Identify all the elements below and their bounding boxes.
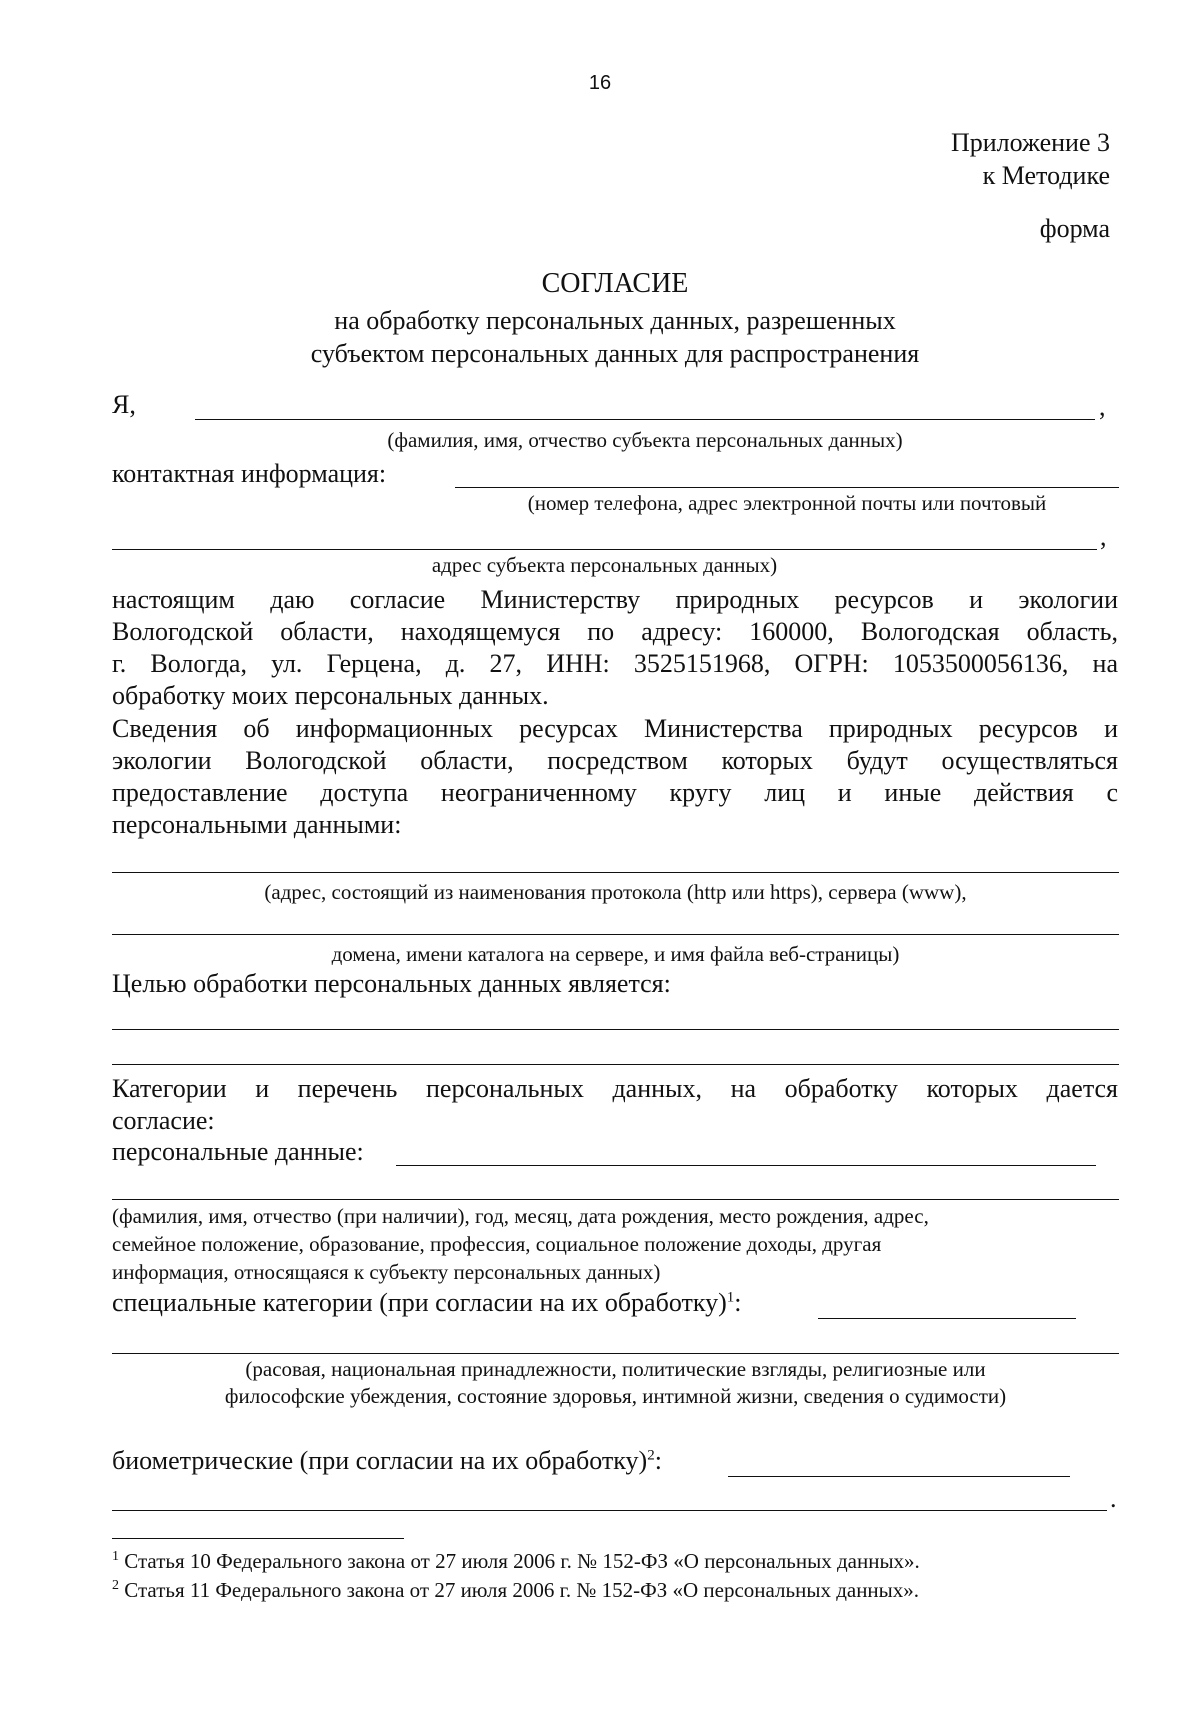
- resources-line-3: предоставление доступа неограниченному кругу лиц и иные действия с: [112, 778, 1118, 807]
- method-label: к Методике: [982, 161, 1110, 190]
- footnote-1: [112, 1549, 920, 1574]
- biometric-colon: :: [654, 1446, 662, 1475]
- i-label: Я,: [112, 390, 136, 419]
- biometric-text: биометрические (при согласии на их обработку): [112, 1446, 648, 1475]
- footnote-2: [112, 1578, 919, 1603]
- categories-line-2: согласие:: [112, 1106, 215, 1135]
- special-hint-1: (расовая, национальная принадлежности, политические взгляды, религиозные или: [245, 1357, 986, 1381]
- footnote-separator: [112, 1538, 404, 1539]
- appendix-label: Приложение 3: [950, 128, 1110, 157]
- contact-input-line-1[interactable]: [455, 487, 1119, 488]
- footnote-2-text: Статья 11 Федерального закона от 27 июля 2006 г. № 152-ФЗ «О персональных данных».: [124, 1578, 920, 1602]
- biometric-input-line-1[interactable]: [728, 1476, 1070, 1477]
- personal-data-input-line-2[interactable]: [112, 1199, 1119, 1200]
- consent-line-2: Вологодской области, находящемуся по адресу: 160000, Вологодская область,: [112, 617, 1118, 646]
- page-number: 16: [588, 72, 612, 94]
- document-title: СОГЛАСИЕ: [541, 268, 689, 299]
- personal-hint-line-3: информация, относящаяся к субъекту персональных данных): [112, 1260, 661, 1284]
- resources-line-1: Сведения об информационных ресурсах Министерства природных ресурсов и: [112, 714, 1118, 743]
- footnote-ref-2[interactable]: 2: [647, 1447, 655, 1464]
- contact-label: контактная информация:: [112, 459, 387, 488]
- purpose-label: Целью обработки персональных данных является:: [112, 969, 671, 998]
- resources-line-4: персональными данными:: [112, 810, 402, 839]
- address-input-line-2[interactable]: [112, 934, 1119, 935]
- biometric-period: .: [1110, 1484, 1117, 1513]
- address-hint-1: (адрес, состоящий из наименования протокола (http или https), сервера (www),: [264, 880, 967, 904]
- form-label: форма: [1039, 214, 1110, 243]
- document-subtitle-line-1: на обработку персональных данных, разрешенных: [334, 306, 896, 335]
- personal-data-label: персональные данные:: [112, 1137, 364, 1166]
- address-input-line-1[interactable]: [112, 872, 1119, 873]
- resources-paragraph: [112, 713, 1118, 841]
- footnote-1-text: Статья 10 Федерального закона от 27 июля 2006 г. № 152-ФЗ «О персональных данных».: [124, 1549, 920, 1573]
- consent-line-1: настоящим даю согласие Министерству природных ресурсов и экологии: [112, 585, 1118, 614]
- purpose-input-line-2[interactable]: [112, 1064, 1119, 1065]
- personal-data-hint: [112, 1202, 929, 1286]
- special-categories-text: специальные категории (при согласии на их обработку): [112, 1288, 727, 1317]
- fio-input-line[interactable]: [195, 419, 1095, 420]
- consent-line-3: г. Вологда, ул. Герцена, д. 27, ИНН: 3525151968, ОГРН: 1053500056136, на: [112, 649, 1118, 678]
- document-subtitle-line-2: субъектом персональных данных для распространения: [310, 339, 920, 368]
- footnote-2-number: 2: [112, 1578, 119, 1593]
- consent-line-4: обработку моих персональных данных.: [112, 681, 549, 710]
- special-categories-input-line-1[interactable]: [818, 1318, 1076, 1319]
- fio-hint: (фамилия, имя, отчество субъекта персональных данных): [387, 428, 903, 452]
- contact-hint-1: (номер телефона, адрес электронной почты или почтовый: [527, 491, 1047, 515]
- purpose-input-line-1[interactable]: [112, 1029, 1119, 1030]
- biometric-label: [112, 1446, 662, 1476]
- footnote-ref-1[interactable]: 1: [726, 1289, 735, 1306]
- contact-input-line-2[interactable]: [112, 549, 1097, 550]
- categories-line-1: Категории и перечень персональных данных, на обработку которых дается: [112, 1074, 1118, 1103]
- special-categories-label: [112, 1288, 742, 1318]
- categories-paragraph: [112, 1073, 1118, 1137]
- special-colon: :: [734, 1288, 742, 1317]
- contact-hint-2: адрес субъекта персональных данных): [431, 553, 778, 577]
- biometric-input-line-2[interactable]: [112, 1510, 1107, 1511]
- address-hint-2: домена, имени каталога на сервере, и имя файла веб-страницы): [331, 942, 900, 966]
- fio-comma: ,: [1099, 392, 1106, 421]
- personal-hint-line-1: (фамилия, имя, отчество (при наличии), год, месяц, дата рождения, место рождения, адрес,: [112, 1204, 929, 1228]
- footnote-1-number: 1: [112, 1549, 119, 1564]
- personal-hint-line-2: семейное положение, образование, профессия, социальное положение доходы, другая: [112, 1232, 882, 1256]
- personal-data-input-line-1[interactable]: [396, 1165, 1096, 1166]
- contact-comma: ,: [1100, 522, 1107, 551]
- resources-line-2: экологии Вологодской области, посредством которых будут осуществляться: [112, 746, 1118, 775]
- special-categories-input-line-2[interactable]: [112, 1353, 1119, 1354]
- special-hint-2: философские убеждения, состояние здоровья, интимной жизни, сведения о судимости): [224, 1384, 1007, 1408]
- consent-paragraph: [112, 584, 1118, 712]
